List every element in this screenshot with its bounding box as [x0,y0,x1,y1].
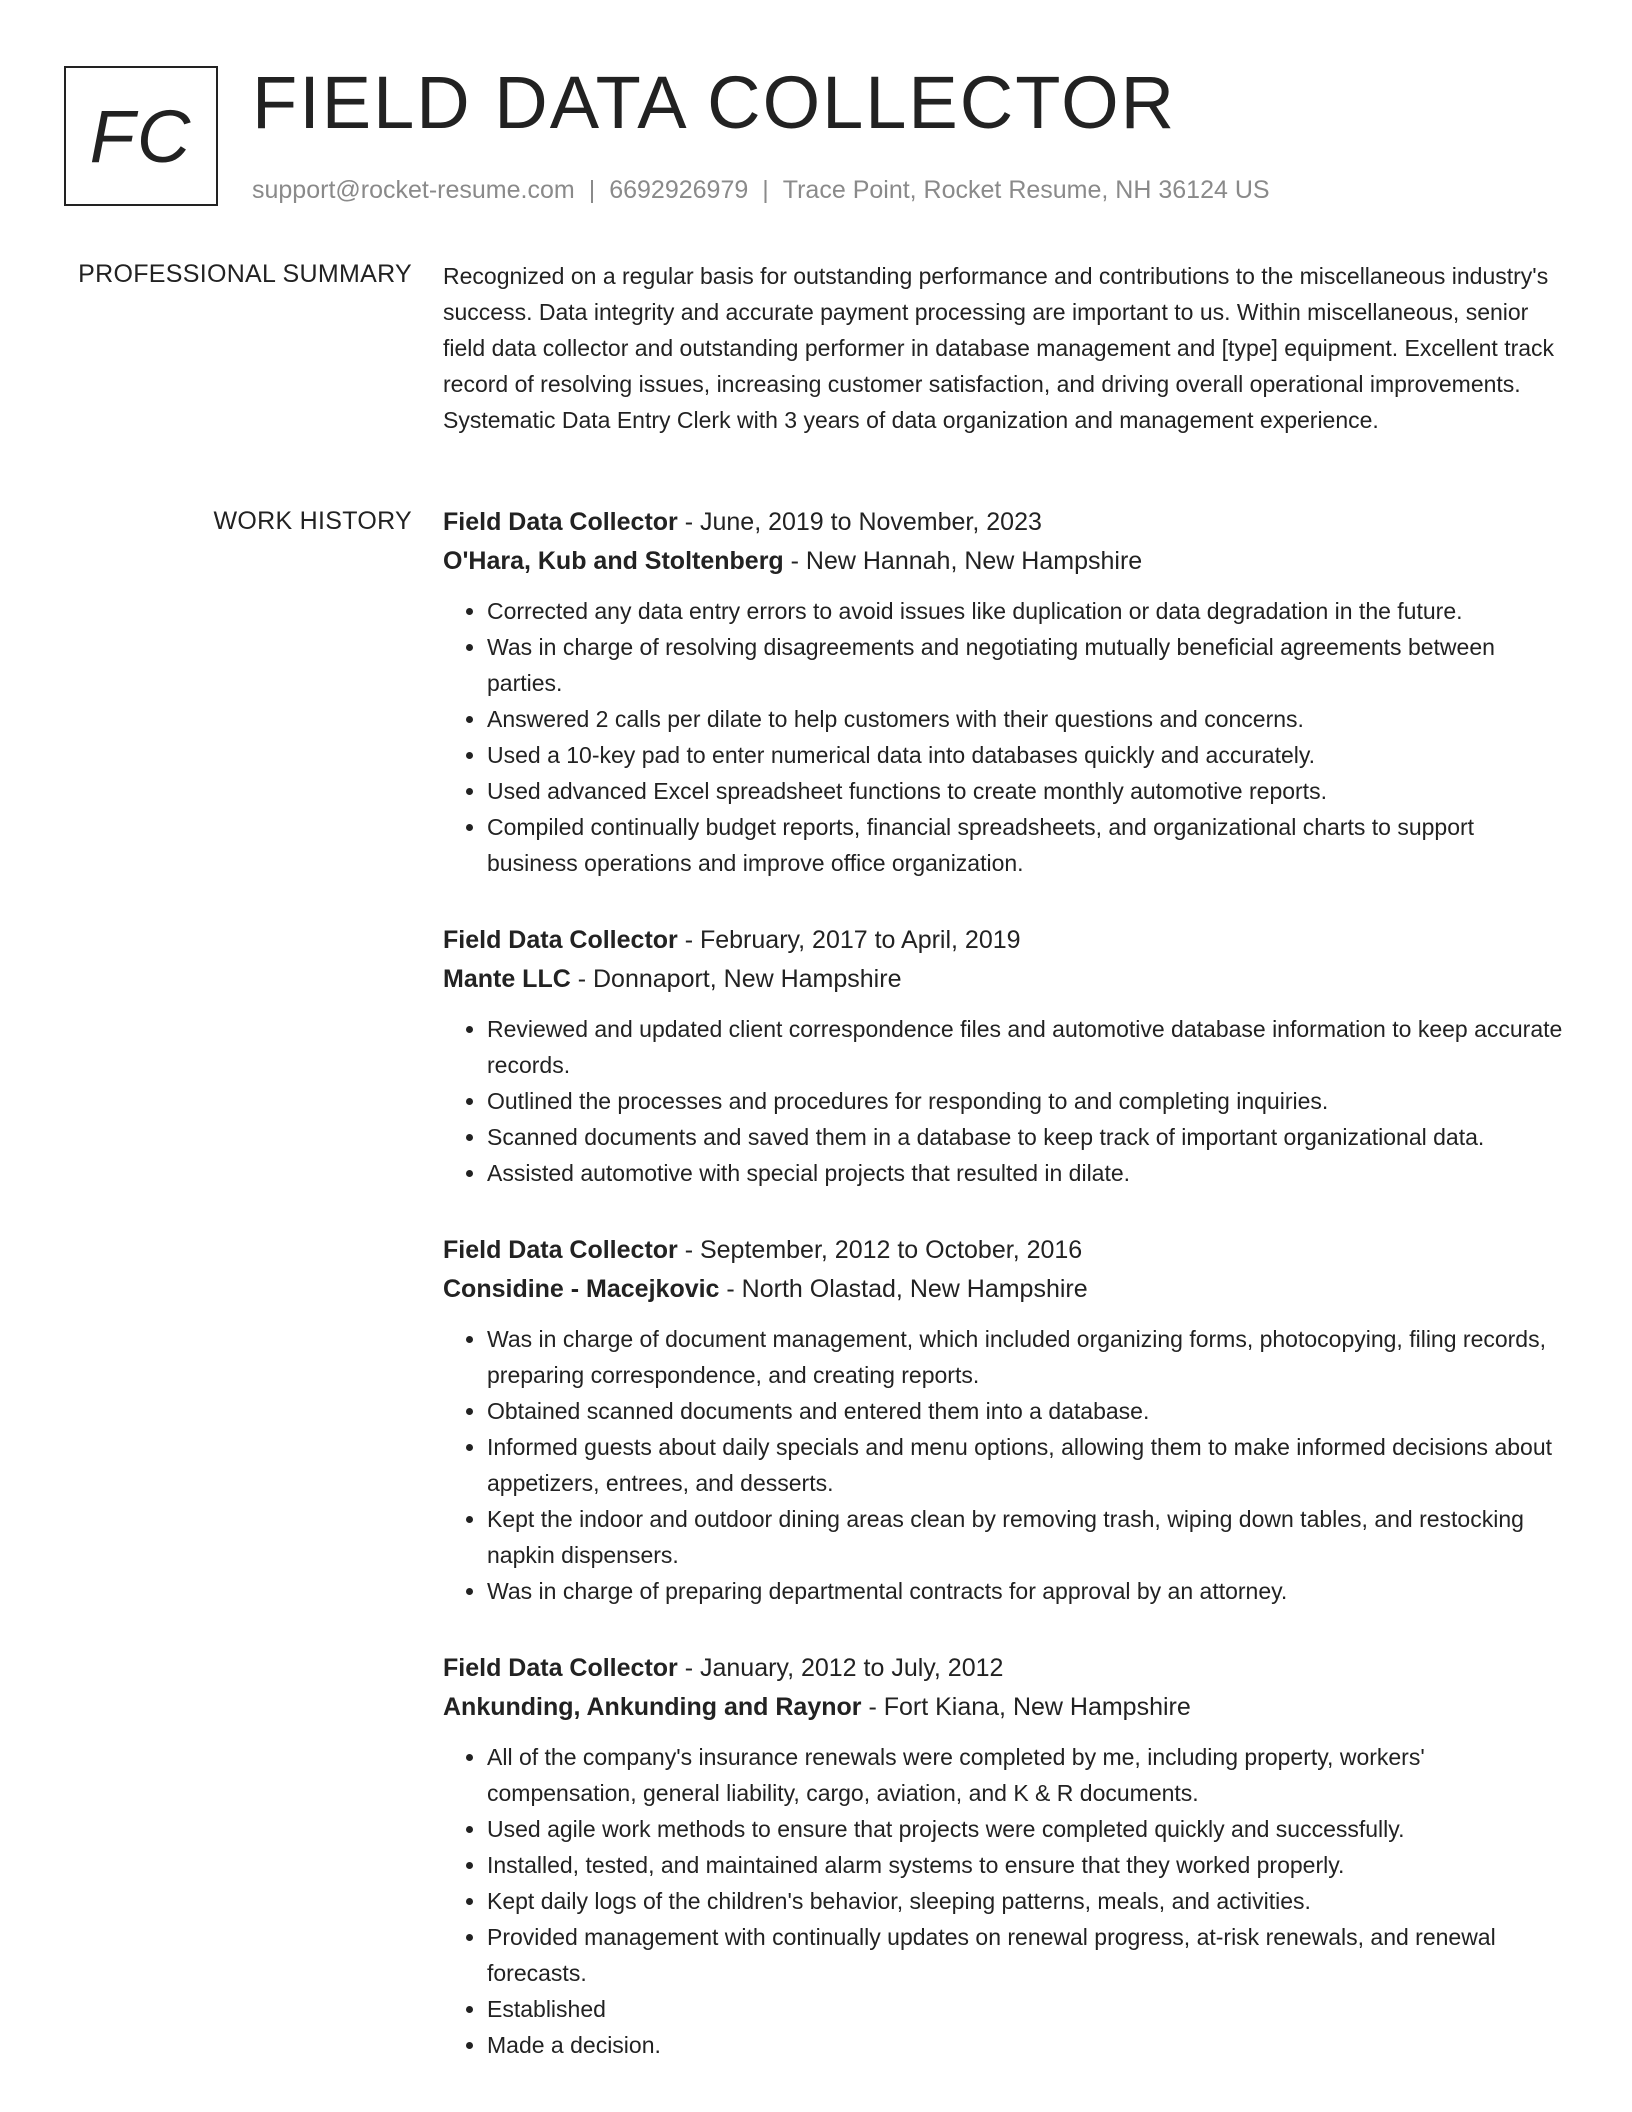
job-title-line [443,921,1563,960]
job-location: - North Olastad, New Hampshire [719,1275,1088,1303]
job-bullet: • Provided management with continually updates on renewal progress, at-risk renewals, and renewal forecasts. [487,1919,1563,1991]
job-entry [443,503,1563,881]
job-title-line [443,503,1563,542]
job-bullet: • Scanned documents and saved them in a database to keep track of important organizational data. [487,1119,1563,1155]
job-bullet: • Established [487,1991,1563,2027]
job-title: Field Data Collector [443,926,678,954]
job-bullet: • Installed, tested, and maintained alarm systems to ensure that they worked properly. [487,1847,1563,1883]
job-dates: - September, 2012 to October, 2016 [677,1236,1083,1264]
contact-phone: 6692926979 [609,176,749,204]
job-bullets [443,1739,1563,2063]
job-dates: - January, 2012 to July, 2012 [677,1654,1004,1682]
job-bullets [443,1321,1563,1609]
job-company: Mante LLC [443,965,571,993]
job-title: Field Data Collector [443,508,678,536]
job-bullet: • Was in charge of preparing departmental contracts for approval by an attorney. [487,1573,1563,1609]
job-company: Ankunding, Ankunding and Raynor [443,1693,862,1721]
job-bullet: • Was in charge of document management, which included organizing forms, photocopying, filing records, preparing correspondence, and creating reports. [487,1321,1563,1393]
job-bullet: • Was in charge of resolving disagreements and negotiating mutually beneficial agreements between parties. [487,629,1563,701]
job-bullet: • Reviewed and updated client correspondence files and automotive database information to keep accurate records. [487,1011,1563,1083]
job-location: - Donnaport, New Hampshire [570,965,902,993]
work-history-heading: WORK HISTORY [213,507,412,535]
contact-line [252,174,1270,206]
job-bullet: • Corrected any data entry errors to avoid issues like duplication or data degradation in the future. [487,593,1563,629]
job-company-line [443,960,1563,999]
contact-email: support@rocket-resume.com [252,176,575,204]
job-bullet: • Kept daily logs of the children's behavior, sleeping patterns, meals, and activities. [487,1883,1563,1919]
summary-text: Recognized on a regular basis for outstanding performance and contributions to the miscellaneous industry's success. Data integrity and accurate payment processing are important to us. Within miscellaneous, senior field data collector and outstanding performer in database management and [type] equipment. Excellent track record of resolving issues, increasing customer satisfaction, and driving overall operational improvements. Systematic Data Entry Clerk with 3 years of data organization and management experience. [443,263,1555,433]
job-bullet: • Made a decision. [487,2027,1563,2063]
job-bullet: • Obtained scanned documents and entered them into a database. [487,1393,1563,1429]
job-location: - Fort Kiana, New Hampshire [861,1693,1191,1721]
job-dates: - February, 2017 to April, 2019 [677,926,1021,954]
job-entry [443,1231,1563,1609]
job-bullets [443,593,1563,881]
summary-heading: PROFESSIONAL SUMMARY [78,260,412,288]
job-bullet: • Answered 2 calls per dilate to help customers with their questions and concerns. [487,701,1563,737]
job-entry [443,1649,1563,2063]
monogram: FC [64,66,218,206]
job-title: Field Data Collector [443,1654,678,1682]
job-bullet: • Used a 10-key pad to enter numerical data into databases quickly and accurately. [487,737,1563,773]
contact-address: Trace Point, Rocket Resume, NH 36124 US [782,176,1270,204]
job-title-line [443,1649,1563,1688]
job-bullet: • Compiled continually budget reports, financial spreadsheets, and organizational charts to support business operations and improve office organization. [487,809,1563,881]
job-bullet: • Used advanced Excel spreadsheet functions to create monthly automotive reports. [487,773,1563,809]
job-company-line [443,1270,1563,1309]
job-company: O'Hara, Kub and Stoltenberg [443,547,784,575]
job-title-line [443,1231,1563,1270]
job-bullet: • Outlined the processes and procedures for responding to and completing inquiries. [487,1083,1563,1119]
job-bullet: • Kept the indoor and outdoor dining areas clean by removing trash, wiping down tables, and restocking napkin dispensers. [487,1501,1563,1573]
resume-title: FIELD DATA COLLECTOR [252,61,1177,144]
job-bullet: • All of the company's insurance renewals were completed by me, including property, workers' compensation, general liability, cargo, aviation, and K & R documents. [487,1739,1563,1811]
job-location: - New Hannah, New Hampshire [783,547,1143,575]
job-dates: - June, 2019 to November, 2023 [677,508,1042,536]
job-company-line [443,1688,1563,1727]
work-history [443,503,1563,2103]
contact-separator: | [762,176,769,204]
contact-separator: | [588,176,596,204]
job-entry [443,921,1563,1191]
job-company-line [443,542,1563,581]
job-bullet: • Used agile work methods to ensure that projects were completed quickly and successfully. [487,1811,1563,1847]
job-bullets [443,1011,1563,1191]
job-bullet: • Informed guests about daily specials and menu options, allowing them to make informed decisions about appetizers, entrees, and desserts. [487,1429,1563,1501]
job-company: Considine - Macejkovic [443,1275,720,1303]
job-bullet: • Assisted automotive with special projects that resulted in dilate. [487,1155,1563,1191]
job-title: Field Data Collector [443,1236,678,1264]
